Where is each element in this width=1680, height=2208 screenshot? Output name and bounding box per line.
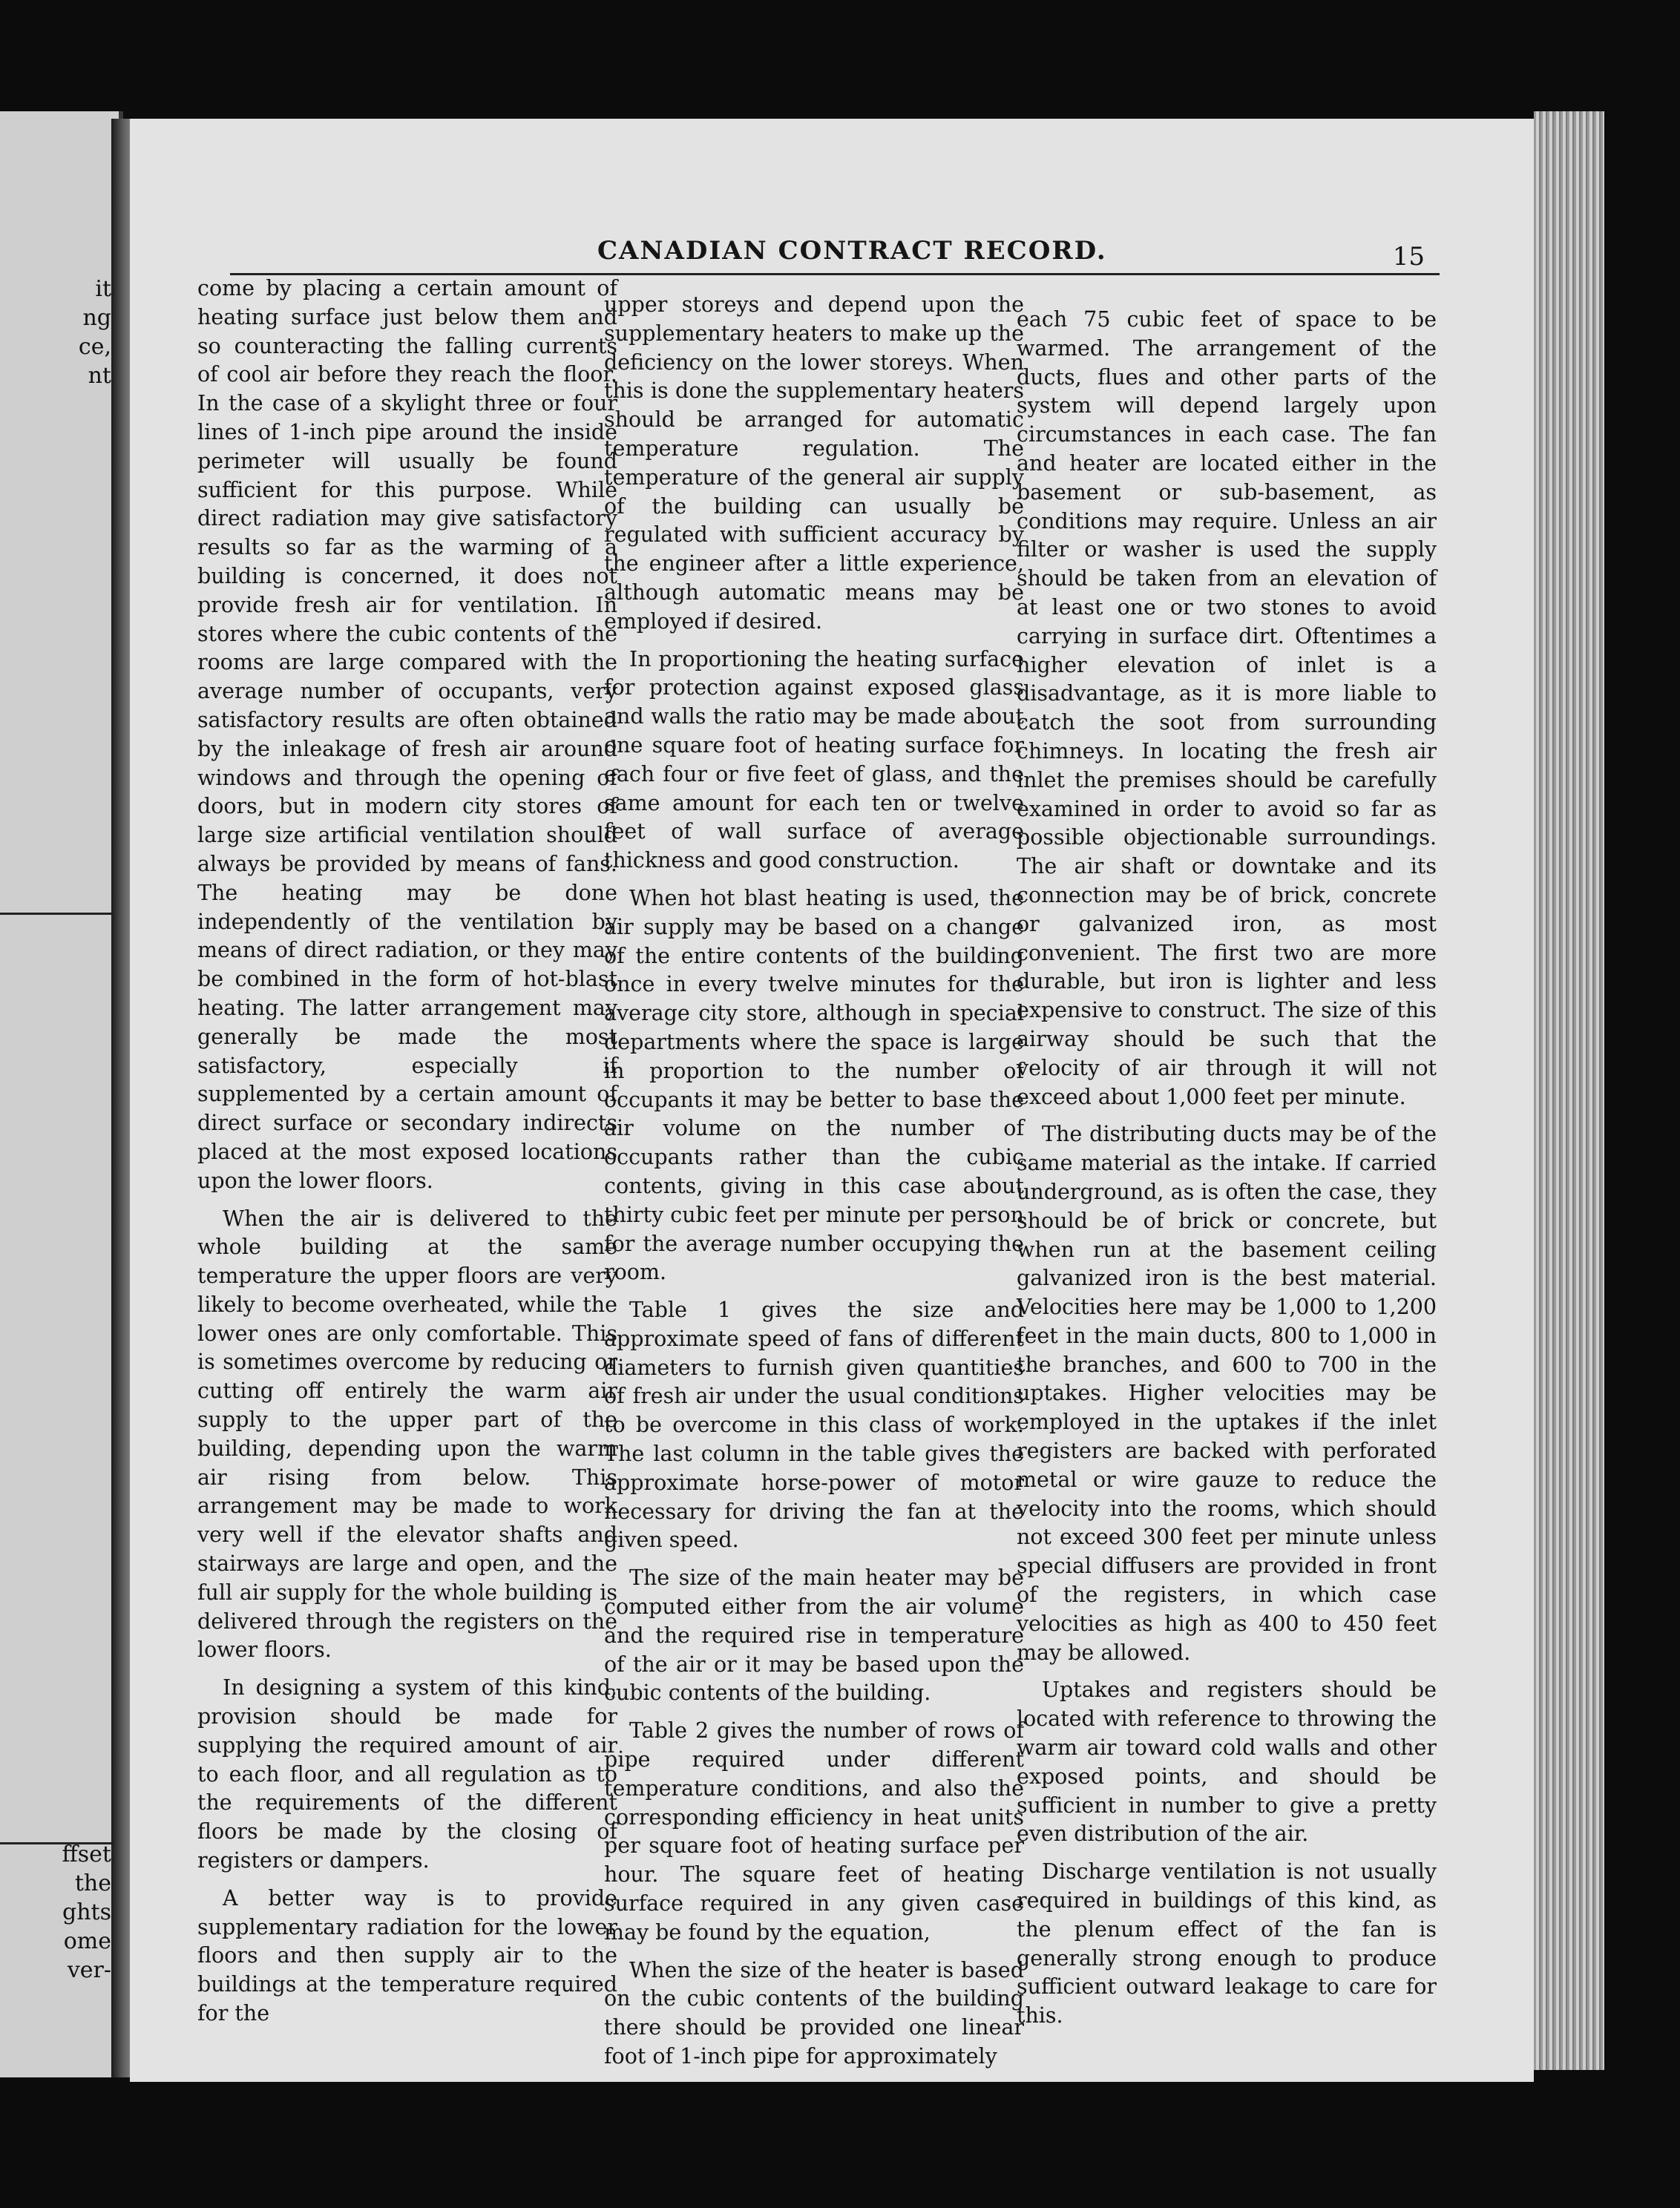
page-number: 15	[1392, 242, 1425, 272]
facing-page-fragment: ce,	[78, 334, 111, 360]
paragraph: Table 1 gives the size and approximate speed of fans of different diameters to furnish given quantities of fresh air under the usual conditions to be overcome in this class of work. The last column in the table gives the approximate horse-power of motor necessary for driving the fan at the given speed.	[604, 1298, 1024, 1553]
paragraph: Uptakes and registers should be located with reference to throwing the warm air toward cold walls and other exposed points, and should be sufficient in number to give a pretty even distribution of the air.	[1017, 1678, 1437, 1847]
paragraph: The size of the main heater may be computed either from the air volume and the required rise in temperature of the air or it may be based upon the cubic contents of the building.	[604, 1565, 1024, 1706]
text-column-2	[604, 291, 1024, 2071]
paragraph: Discharge ventilation is not usually required in buildings of this kind, as the plenum effect of the fan is generally strong enough to produce sufficient outward leakage to care for this.	[1017, 1859, 1437, 2028]
paragraph: come by placing a certain amount of heating surface just below them and so counteracting the falling currents of cool air before they reach the floor. In the case of a skylight three or four lines of 1-inch pipe around the inside perimeter will usually be found sufficient for this purpose. While direct radiation may give satisfactory results so far as the warming of a building is concerned, it does not provide fresh air for ventilation. In stores where the cubic contents of the rooms are large compared with the average number of occupants, very satisfactory results are often obtained by the inleakage of fresh air around windows and through the opening of doors, but in modern city stores of large size artificial ventilation should always be provided by means of fans. The heating may be done independently of the ventilation by means of direct radiation, or they may be combined in the form of hot-blast heating. The latter arrangement may generally be made the most satisfactory, especially if supplemented by a certain amount of direct surface or secondary indirects placed at the most exposed locations upon the lower floors.	[197, 276, 617, 1193]
facing-page-fragment: ome	[63, 1928, 111, 1954]
text-column-1	[197, 275, 617, 2028]
facing-page-fragment: nt	[88, 363, 111, 389]
facing-page-fragment: ghts	[62, 1899, 111, 1925]
paragraph: A better way is to provide supplementary radiation for the lower floors and then supply air to the buildings at the temperature required for the	[197, 1885, 617, 2026]
facing-page	[0, 111, 123, 2077]
facing-page-table-border	[0, 913, 114, 1844]
paragraph: When the size of the heater is based on the cubic contents of the building there should be provided one linear foot of 1-inch pipe for approximately	[604, 1957, 1024, 2069]
facing-page-fragment: the	[74, 1870, 111, 1896]
paragraph: When hot blast heating is used, the air supply may be based on a change of the entire contents of the building once in every twelve minutes for the average city store, although in special departments where the space is large in proportion to the number of occupants it may be better to base the air volume on the number of occupants rather than the cubic contents, giving in this case about thirty cubic feet per minute per person for the average number occupying the room.	[604, 885, 1024, 1285]
facing-page-fragment: ffset	[62, 1841, 111, 1867]
paragraph: When the air is delivered to the whole building at the same temperature the upper floors are very likely to become overheated, while the lower ones are only comfortable. This is sometimes overcome by reducing or cutting off entirely the warm air supply to the upper part of the building, depending upon the warm air rising from below. This arrangement may be made to work very well if the elevator shafts and stairways are large and open, and the full air supply for the whole building is delivered through the registers on the lower floors.	[197, 1206, 617, 1663]
paragraph: each 75 cubic feet of space to be warmed. The arrangement of the ducts, flues and other parts of the system will depend largely upon circumstances in each case. The fan and heater are located either in the basement or sub-basement, as conditions may require. Unless an air filter or washer is used the supply should be taken from an elevation of at least one or two stones to avoid carrying in surface dirt. Oftentimes a higher elevation of inlet is a disadvantage, as it is more liable to catch the soot from surrounding chimneys. In locating the fresh air inlet the premises should be carefully examined in order to avoid so far as possible objectionable surroundings. The air shaft or downtake and its connection may be of brick, concrete or galvanized iron, as most convenient. The first two are more durable, but iron is lighter and less expensive to construct. The size of this airway should be such that the velocity of air through it will not exceed about 1,000 feet per minute.	[1017, 307, 1437, 1109]
text-column-3	[1017, 306, 1437, 2031]
facing-page-fragment: ng	[82, 305, 111, 331]
paragraph: Table 2 gives the number of rows of pipe required under different temperature conditions, and also the corresponding efficiency in heat units per square foot of heating surface per hour. The square feet of heating surface required in any given case may be found by the equation,	[604, 1718, 1024, 1945]
journal-title: CANADIAN CONTRACT RECORD.	[597, 236, 1107, 266]
page-edges	[1534, 111, 1604, 2070]
facing-page-fragment: it	[95, 276, 111, 302]
paragraph: The distributing ducts may be of the same material as the intake. If carried underground, as is often the case, they should be of brick or concrete, but when run at the basement ceiling galvanized iron is the best material. Velocities here may be 1,000 to 1,200 feet in the main ducts, 800 to 1,000 in the branches, and 600 to 700 in the uptakes. Higher velocities may be employed in the uptakes if the inlet registers are backed with perforated metal or wire gauze to reduce the velocity into the rooms, which should not exceed 300 feet per minute unless special diffusers are provided in front of the registers, in which case velocities as high as 400 to 450 feet may be allowed.	[1017, 1122, 1437, 1665]
paragraph: upper storeys and depend upon the supplementary heaters to make up the deficiency on the lower storeys. When this is done the supplementary heaters should be arranged for automatic temperature regulation. The temperature of the general air supply of the building can usually be regulated with sufficient accuracy by the engineer after a little experience, although automatic means may be employed if desired.	[604, 292, 1024, 634]
running-header	[230, 236, 1440, 275]
paragraph: In proportioning the heating surface for protection against exposed glass and walls the ratio may be made about one square foot of heating surface for each four or five feet of glass, and the same amount for each ten or twelve feet of wall surface of average thickness and good construction.	[604, 646, 1024, 873]
paragraph: In designing a system of this kind, provision should be made for supplying the required amount of air to each floor, and all regulation as to the requirements of the different floors be made by the closing of registers or dampers.	[197, 1675, 617, 1873]
facing-page-fragment: ver-	[67, 1957, 111, 1983]
